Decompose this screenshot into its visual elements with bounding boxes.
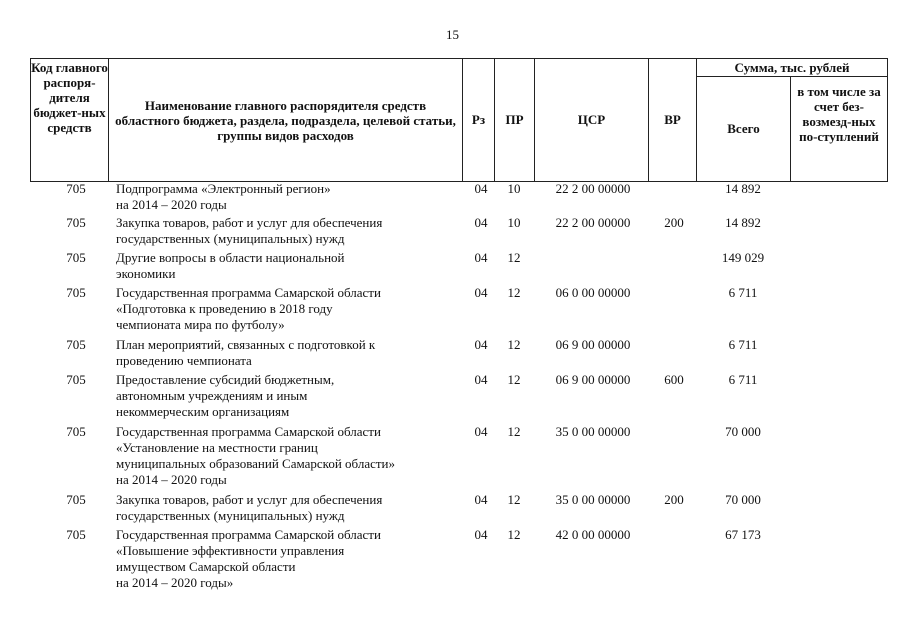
cell-pr: 12 xyxy=(507,527,521,542)
cell-rz: 04 xyxy=(474,250,488,265)
cell-name: Закупка товаров, работ и услуг для обеспечения государственных (муниципальных) нужд xyxy=(116,492,383,523)
page-number: 15 xyxy=(446,27,459,42)
cell-total: 6 711 xyxy=(728,337,758,352)
cell-code: 705 xyxy=(66,492,86,507)
cell-code: 705 xyxy=(66,424,86,439)
cell-pr: 12 xyxy=(507,492,521,507)
cell-rz: 04 xyxy=(474,285,488,300)
cell-csr: 22 2 00 00000 xyxy=(555,215,631,230)
cell-name: Государственная программа Самарской области «Подготовка к проведению в 2018 году чемпионата мира по футболу» xyxy=(116,285,381,332)
header-vr: ВР xyxy=(664,112,681,127)
cell-csr: 06 0 00 00000 xyxy=(555,285,631,300)
cell-code: 705 xyxy=(66,250,86,265)
cell-csr: 06 9 00 00000 xyxy=(555,337,631,352)
cell-rz: 04 xyxy=(474,181,488,196)
cell-name: Подпрограмма «Электронный регион» на 2014 – 2020 годы xyxy=(116,181,331,212)
cell-total: 14 892 xyxy=(725,215,761,230)
header-name: Наименование главного распорядителя средств областного бюджета, раздела, подраздела, целевой статьи, группы видов расходов xyxy=(115,98,456,143)
cell-pr: 10 xyxy=(507,181,521,196)
cell-pr: 12 xyxy=(507,285,521,300)
cell-pr: 10 xyxy=(507,215,521,230)
cell-total: 6 711 xyxy=(728,372,758,387)
cell-vr: 200 xyxy=(664,492,684,507)
table-header xyxy=(30,58,888,182)
cell-pr: 12 xyxy=(507,424,521,439)
header-incl: в том числе за счет без-возмезд-ных по-ступлений xyxy=(797,84,881,144)
cell-pr: 12 xyxy=(507,372,521,387)
cell-name: Государственная программа Самарской области «Повышение эффективности управления имуществом Самарской области на 2014 – 2020 годы» xyxy=(116,527,381,590)
cell-rz: 04 xyxy=(474,527,488,542)
cell-code: 705 xyxy=(66,372,86,387)
header-code: Код главного распоря-дителя бюджет-ных средств xyxy=(31,60,108,135)
header-pr: ПР xyxy=(505,112,524,127)
cell-csr: 35 0 00 00000 xyxy=(555,424,631,439)
cell-code: 705 xyxy=(66,215,86,230)
cell-total: 70 000 xyxy=(725,424,761,439)
cell-name: План мероприятий, связанных с подготовкой к проведению чемпионата xyxy=(116,337,376,368)
cell-csr: 06 9 00 00000 xyxy=(555,372,631,387)
cell-code: 705 xyxy=(66,181,86,196)
cell-pr: 12 xyxy=(507,250,521,265)
cell-total: 67 173 xyxy=(725,527,761,542)
cell-rz: 04 xyxy=(474,492,488,507)
cell-name: Государственная программа Самарской области «Установление на местности границ муниципальных образований Самарской области» на 2014 – 2020 годы xyxy=(116,424,395,487)
cell-total: 14 892 xyxy=(725,181,761,196)
cell-pr: 12 xyxy=(507,337,521,352)
cell-rz: 04 xyxy=(474,372,488,387)
cell-name: Закупка товаров, работ и услуг для обеспечения государственных (муниципальных) нужд xyxy=(116,215,383,246)
cell-name: Другие вопросы в области национальной экономики xyxy=(116,250,345,281)
cell-code: 705 xyxy=(66,527,86,542)
cell-code: 705 xyxy=(66,285,86,300)
cell-total: 70 000 xyxy=(725,492,761,507)
header-sum-group: Сумма, тыс. рублей xyxy=(734,60,850,75)
cell-code: 705 xyxy=(66,337,86,352)
cell-csr: 22 2 00 00000 xyxy=(555,181,631,196)
cell-name: Предоставление субсидий бюджетным, автономным учреждениям и иным некоммерческим организациям xyxy=(116,372,335,419)
cell-total: 149 029 xyxy=(721,250,765,265)
cell-rz: 04 xyxy=(474,424,488,439)
header-total: Всего xyxy=(727,121,760,136)
cell-rz: 04 xyxy=(474,337,488,352)
header-csr: ЦСР xyxy=(577,112,606,127)
cell-total: 6 711 xyxy=(728,285,758,300)
header-rz: Рз xyxy=(471,112,486,127)
cell-csr: 42 0 00 00000 xyxy=(555,527,631,542)
cell-rz: 04 xyxy=(474,215,488,230)
cell-csr: 35 0 00 00000 xyxy=(555,492,631,507)
cell-vr: 600 xyxy=(664,372,684,387)
cell-vr: 200 xyxy=(664,215,684,230)
